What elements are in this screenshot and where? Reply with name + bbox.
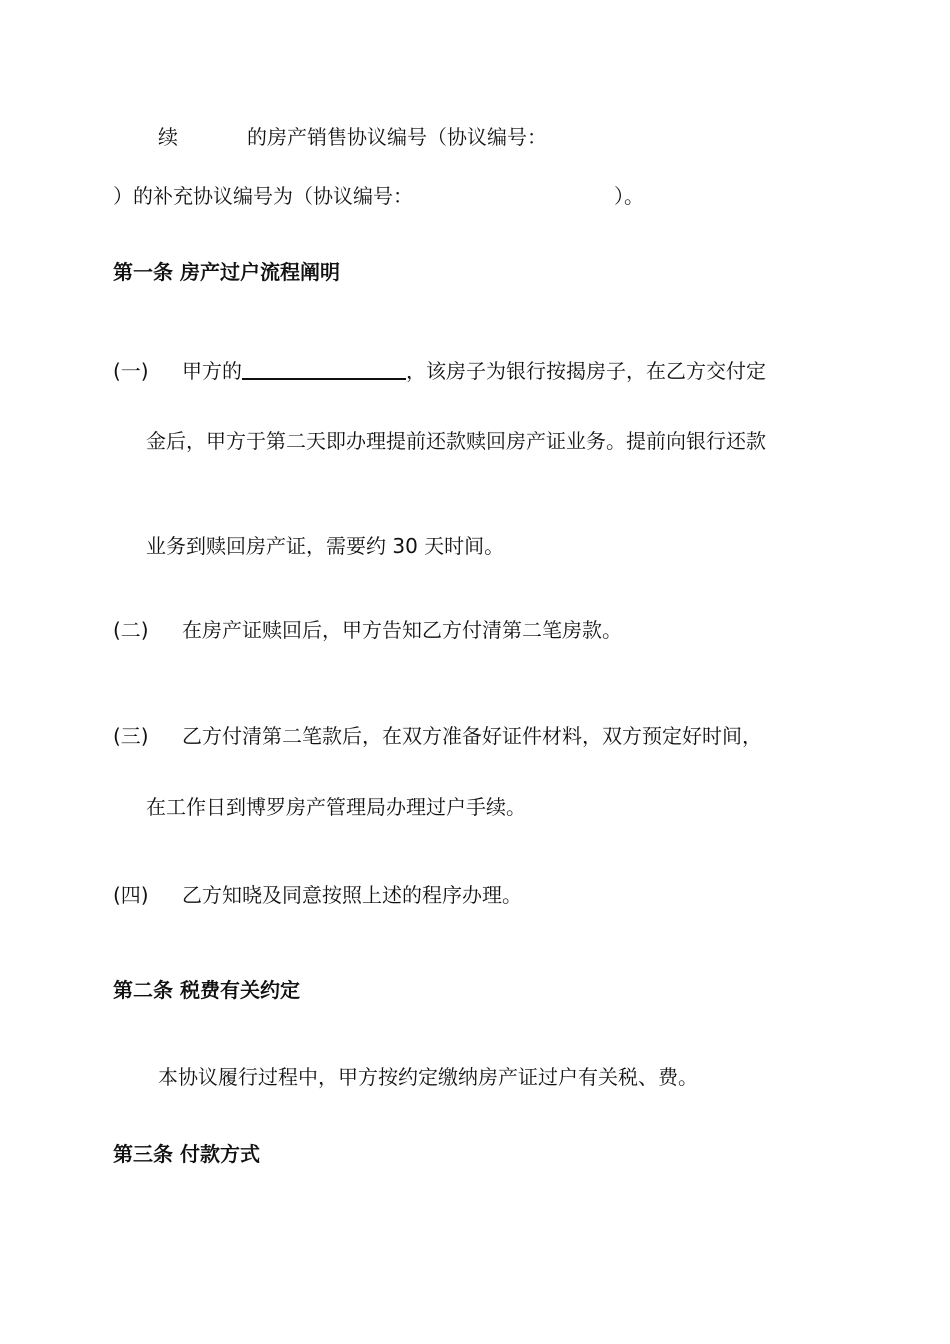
article-2-title: 第二条 税费有关约定 <box>113 978 300 1002</box>
article-3-title: 第三条 付款方式 <box>113 1142 260 1166</box>
item-1-line-2: 金后，甲方于第二天即办理提前还款赎回房产证业务。提前向银行还款 <box>146 429 766 453</box>
item-3-line-2: 在工作日到博罗房产管理局办理过户手续。 <box>146 795 526 819</box>
intro-line-1-prefix: 续 <box>158 125 178 149</box>
intro-line-2-end: ）。 <box>614 184 644 208</box>
item-1-text <box>182 357 766 385</box>
item-4-text: 乙方知晓及同意按照上述的程序办理。 <box>182 883 522 907</box>
item-1-tail: ，该房子为银行按揭房子，在乙方交付定 <box>406 359 766 383</box>
article-2-text: 本协议履行过程中，甲方按约定缴纳房产证过户有关税、费。 <box>158 1065 698 1089</box>
intro-line-1-text: 的房产销售协议编号（协议编号： <box>247 125 547 149</box>
item-3-text: 乙方付清第二笔款后，在双方准备好证件材料，双方预定好时间， <box>182 724 762 748</box>
item-1-lead: 甲方的 <box>182 359 242 383</box>
item-1-number: (一) <box>113 359 149 383</box>
fill-in-blank <box>242 358 406 380</box>
intro-line-2-text: ）的补充协议编号为（协议编号： <box>113 184 413 208</box>
article-1-title: 第一条 房产过户流程阐明 <box>113 260 340 284</box>
item-2-number: (二) <box>113 618 149 642</box>
item-4-number: (四) <box>113 883 149 907</box>
item-3-number: (三) <box>113 724 149 748</box>
item-2-text: 在房产证赎回后，甲方告知乙方付清第二笔房款。 <box>182 618 622 642</box>
item-1-line-3: 业务到赎回房产证，需要约 30 天时间。 <box>146 534 505 558</box>
